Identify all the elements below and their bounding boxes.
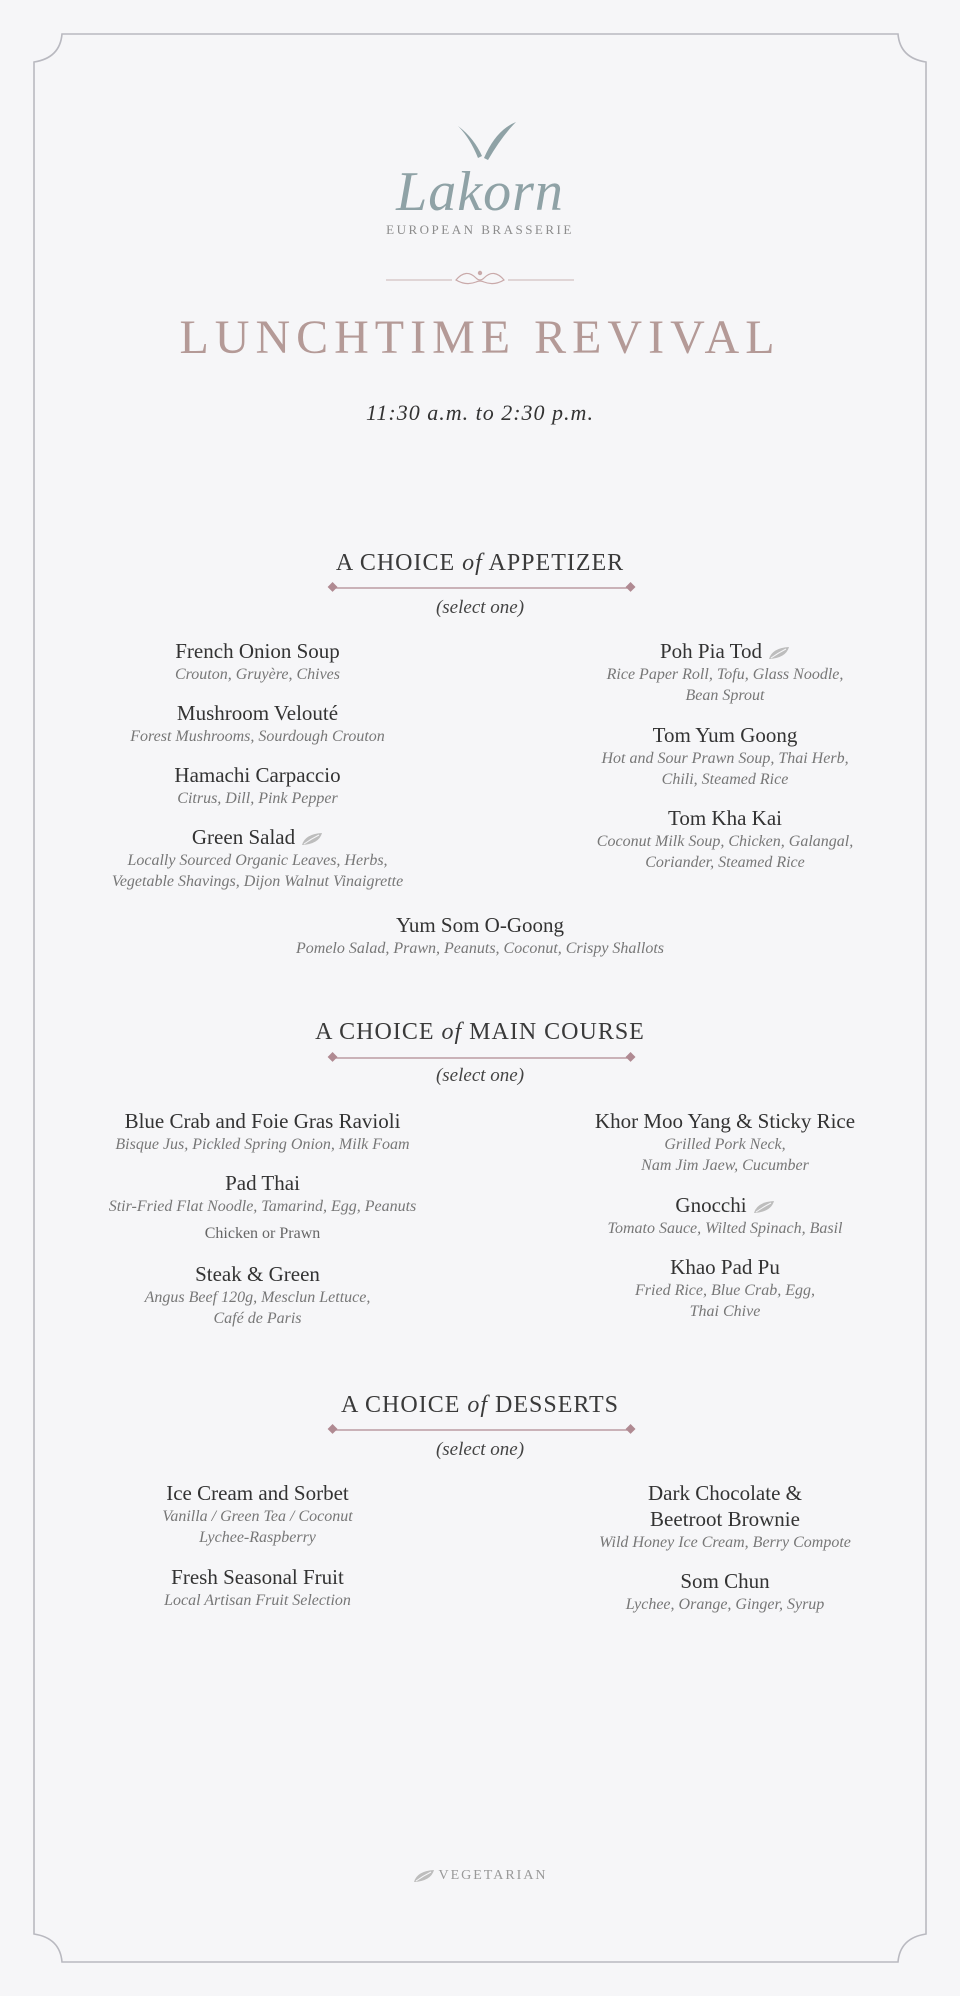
vegetarian-leaf-icon bbox=[768, 646, 790, 660]
item-name: Gnocchi bbox=[675, 1193, 747, 1217]
item-name: Green Salad bbox=[191, 825, 296, 849]
item-description: Fried Rice, Blue Crab, Egg, bbox=[635, 1282, 815, 1299]
item-name: Ice Cream and Sorbet bbox=[166, 1481, 349, 1505]
item-name: Hamachi Carpaccio bbox=[174, 763, 341, 787]
desserts-select-note: (select one) bbox=[435, 1439, 525, 1460]
item-description: Forest Mushrooms, Sourdough Crouton bbox=[130, 728, 385, 745]
menu-item bbox=[90, 1480, 425, 1548]
item-name: Poh Pia Tod bbox=[660, 639, 762, 663]
desserts-rule-divider bbox=[325, 1423, 637, 1437]
item-description: Chili, Steamed Rice bbox=[661, 771, 789, 788]
item-description: Citrus, Dill, Pink Pepper bbox=[177, 790, 338, 807]
main-course-select-note: (select one) bbox=[435, 1065, 525, 1086]
item-description: Crouton, Gruyère, Chives bbox=[174, 666, 340, 683]
item-name: French Onion Soup bbox=[175, 639, 340, 663]
appetizer-heading: A CHOICE of APPETIZER bbox=[335, 550, 625, 576]
menu-item bbox=[90, 638, 425, 685]
menu-item bbox=[545, 1192, 905, 1239]
brand-subtitle: EUROPEAN BRASSERIE bbox=[386, 222, 574, 237]
item-description: Coconut Milk Soup, Chicken, Galangal, bbox=[596, 833, 854, 850]
item-description: Wild Honey Ice Cream, Berry Compote bbox=[599, 1534, 851, 1551]
menu-item bbox=[90, 1261, 425, 1329]
service-hours: 11:30 a.m. to 2:30 p.m. bbox=[366, 400, 594, 425]
desserts-heading: A CHOICE of DESSERTS bbox=[341, 1392, 619, 1418]
menu-item bbox=[560, 805, 890, 873]
vegetarian-leaf-icon bbox=[412, 1869, 436, 1883]
menu-item bbox=[70, 1108, 455, 1155]
item-description: Grilled Pork Neck, bbox=[664, 1136, 786, 1153]
vegetarian-leaf-icon bbox=[301, 832, 323, 846]
item-name: Yum Som O-Goong bbox=[395, 913, 564, 937]
item-description: Vegetable Shavings, Dijon Walnut Vinaigrette bbox=[111, 873, 404, 890]
flourish-divider-icon bbox=[380, 262, 580, 292]
item-option: Chicken or Prawn bbox=[204, 1225, 321, 1242]
item-name: Fresh Seasonal Fruit bbox=[171, 1565, 344, 1589]
menu-title: LUNCHTIME REVIVAL bbox=[179, 311, 781, 364]
menu-item bbox=[70, 1170, 455, 1245]
vegetarian-leaf-icon bbox=[753, 1200, 775, 1214]
menu-item bbox=[560, 722, 890, 790]
item-description: Bisque Jus, Pickled Spring Onion, Milk Foam bbox=[115, 1136, 410, 1153]
item-name-line: Beetroot Brownie bbox=[650, 1507, 800, 1531]
item-name: Khor Moo Yang & Sticky Rice bbox=[594, 1109, 856, 1133]
item-description: Stir-Fried Flat Noodle, Tamarind, Egg, Peanuts bbox=[108, 1198, 417, 1215]
menu-item bbox=[70, 824, 445, 892]
logo-mark-icon bbox=[450, 120, 520, 165]
item-description: Vanilla / Green Tea / Coconut bbox=[162, 1508, 353, 1525]
menu-item bbox=[555, 1568, 895, 1615]
item-name: Tom Yum Goong bbox=[652, 723, 798, 747]
item-name: Khao Pad Pu bbox=[670, 1255, 780, 1279]
item-description: Coriander, Steamed Rice bbox=[645, 854, 805, 871]
item-description: Angus Beef 120g, Mesclun Lettuce, bbox=[144, 1289, 371, 1306]
menu-item bbox=[545, 1254, 905, 1322]
item-description: Rice Paper Roll, Tofu, Glass Noodle, bbox=[606, 666, 844, 683]
item-description: Local Artisan Fruit Selection bbox=[164, 1592, 351, 1609]
item-description: Café de Paris bbox=[213, 1310, 302, 1327]
item-description: Thai Chive bbox=[689, 1303, 761, 1320]
item-description: Pomelo Salad, Prawn, Peanuts, Coconut, Crispy Shallots bbox=[296, 940, 664, 957]
menu-item bbox=[545, 1108, 905, 1176]
vegetarian-legend-label: VEGETARIAN bbox=[438, 1868, 548, 1883]
item-description: Lychee-Raspberry bbox=[199, 1529, 316, 1546]
item-description: Bean Sprout bbox=[685, 687, 765, 704]
item-description: Locally Sourced Organic Leaves, Herbs, bbox=[127, 852, 388, 869]
item-name: Pad Thai bbox=[225, 1171, 300, 1195]
menu-item bbox=[90, 1564, 425, 1611]
item-name: Tom Kha Kai bbox=[667, 806, 782, 830]
menu-item bbox=[90, 700, 425, 747]
menu-item bbox=[555, 1480, 895, 1553]
vegetarian-legend bbox=[0, 1868, 960, 1884]
appetizer-rule-divider bbox=[325, 581, 637, 595]
brand-logo-name: Lakorn bbox=[396, 161, 564, 223]
main-course-rule-divider bbox=[325, 1051, 637, 1065]
menu-item bbox=[90, 762, 425, 809]
item-description: Lychee, Orange, Ginger, Syrup bbox=[625, 1596, 825, 1613]
item-name: Mushroom Velouté bbox=[176, 701, 339, 725]
appetizer-select-note: (select one) bbox=[435, 597, 525, 618]
item-name-line: Dark Chocolate & bbox=[648, 1481, 802, 1505]
menu-item bbox=[180, 912, 780, 959]
item-description: Tomato Sauce, Wilted Spinach, Basil bbox=[607, 1220, 843, 1237]
main-course-heading: A CHOICE of MAIN COURSE bbox=[315, 1019, 645, 1045]
item-description: Nam Jim Jaew, Cucumber bbox=[641, 1157, 809, 1174]
item-name: Som Chun bbox=[680, 1569, 770, 1593]
item-description: Hot and Sour Prawn Soup, Thai Herb, bbox=[601, 750, 849, 767]
item-name: Blue Crab and Foie Gras Ravioli bbox=[124, 1109, 401, 1133]
menu-item bbox=[560, 638, 890, 706]
item-name: Steak & Green bbox=[195, 1262, 320, 1286]
